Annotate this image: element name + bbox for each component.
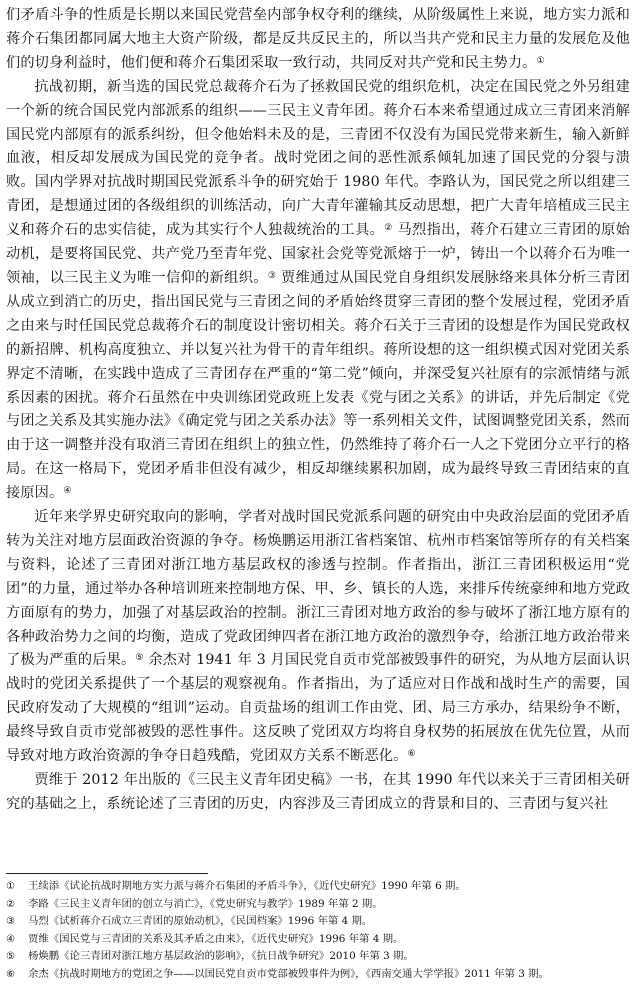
paragraph: [6, 4, 630, 76]
document-body: [6, 4, 630, 817]
footnote: [6, 966, 630, 984]
footnote-text: 杨焕鹏《论三青团对浙江地方基层政治的影响》，《抗日战争研究》2010 年第 3 期。: [28, 950, 414, 963]
footnote: [6, 913, 630, 931]
footnote-text: 贾维《国民党与三青团的关系及其矛盾之由来》，《近代史研究》1996 年第 4 期。: [28, 932, 404, 945]
paragraph: [6, 769, 630, 817]
footnote-text: 马烈《试析蒋介石成立三青团的原始动机》，《民国档案》1996 年第 4 期。: [28, 915, 373, 928]
paragraph: [6, 76, 630, 506]
footnote-text: 王续添《试论抗战时期地方实力派与蒋介石集团的矛盾斗争》，《近代史研究》1990 年第 6 期。: [28, 880, 466, 892]
footnote-reference: ①: [536, 55, 545, 66]
footnote-number: ④: [6, 933, 15, 945]
footnote-divider: [6, 873, 208, 874]
footnote-reference: ④: [63, 486, 72, 497]
paragraph-text: 马烈指出，蒋介石建立三青团的原始动机，是要将国民党、共产党乃至青年党、国家社会党等党派熔于一炉，铸出一个以蒋介石为唯一领袖，以三民主义为唯一信仰的新组织。: [6, 222, 631, 286]
paragraph-text: 贾维通过从国民党自身组织发展脉络来具体分析三青团从成立到消亡的历史，指出国民党与三青团之间的矛盾始终贯穿三青团的整个发展过程，党团矛盾之由来与时任国民党总裁蒋介石的制度设计密切相关。蒋介石关于三青团的设想是作为国民党政权的新招牌、机构高度独立、并以复兴社为骨干的青年组织。蒋所设想的这一组织模式因对党团关系界定不清晰，在实践中造成了三青团存在严重的“第二党”倾向，并深受复兴社原有的宗派情绪与派系因素的困扰。蒋介石虽然在中央训练团党政班上发表《党与团之关系》的讲话，并先后制定《党与团之关系及其实施办法》《确定党与团之关系办法》等一系列相关文件，试图调整党团关系，然而由于这一调整并没有取消三青团在组织上的独立性，仍然维持了蒋介石一人之下党团分立平行的格局。在这一格局下，党团矛盾非但没有减少，相反却继续累积加剧，成为最终导致三青团结束的直接原因。: [6, 269, 631, 502]
footnote-number: ⑤: [6, 951, 15, 963]
paragraph-text: 抗战初期，新当选的国民党总裁蒋介石为了拯救国民党的组织危机，决定在国民党之外另组建一个新的统合国民党内部派系的组织——三民主义青年团。蒋介石本来希望通过成立三青团来消解国民党内部原有的派系纠纷，但令他始料未及的是，三青团不仅没有为国民党带来新生，输入新鲜血液，相反却发展成为国民党的竞争者。战时党团之间的恶性派系倾轧加速了国民党的分裂与溃败。国内学界对抗战时期国民党派系斗争的研究始于 1980 年代。李路认为，国民党之所以组建三青团，是想通过团的各级组织的训练活动，向广大青年灌输其反动思想，把广大青年培植成三民主义和蒋介石的忠实信徒，成为其实行个人独裁统治的工具。: [6, 78, 630, 239]
footnote-reference: ⑥: [407, 749, 416, 760]
paragraph-text: 近年来学界史研究取向的影响，学者对战时国民党派系问题的研究由中央政治层面的党团矛盾转为关注对地方层面政治资源的争夺。杨焕鹏运用浙江省档案馆、杭州市档案馆等所存的有关档案与资料，论述了三青团对浙江地方基层政权的渗透与控制。作者指出，浙江三青团积极运用“党团”的力量，通过举办各种培训班来控制地方保、甲、乡、镇长的人选，来排斥传统豪绅和地方党政方面原有的势力，加强了对基层政治的控制。浙江三青团对地方政治的参与破坏了浙江地方原有的各种政治势力之间的均衡，造成了党政团绅四者在浙江地方政治的激烈争夺，给浙江地方政治带来了极为严重的后果。: [6, 509, 630, 669]
paragraph-text: 们矛盾斗争的性质是长期以来国民党营垒内部争权夺利的继续，从阶级属性上来说，地方实力派和蒋介石集团都同属大地主大资产阶级，都是反共反民主的，所以当共产党和民主力量的发展危及他们的切身利益时，他们便和蒋介石集团采取一致行动，共同反对共产党和民主势力。: [6, 7, 630, 71]
footnote: [6, 878, 630, 896]
paragraph-text: 贾维于 2012 年出版的《三民主义青年团史稿》一书，在其 1990 年代以来关于三青团相关研究的基础之上，系统论述了三青团的历史，内容涉及三青团成立的背景和目的、三青团与复兴社: [6, 772, 630, 812]
footnote-reference: ⑤: [135, 653, 144, 664]
footnote-text: 李路《三民主义青年团的创立与消亡》，《党史研究与教学》1989 年第 2 期。: [28, 897, 383, 910]
footnote-number: ②: [6, 898, 15, 910]
footnote-number: ⑥: [6, 968, 15, 980]
footnote-reference: ②: [384, 223, 393, 234]
footnote: [6, 896, 630, 914]
paragraph: [6, 506, 630, 769]
footnote-number: ①: [6, 881, 15, 892]
footnote-text: 余杰《抗战时期地方的党团之争——以国民党自贡市党部被毁事件为例》，《西南交通大学学报》2011 年第 3 期。: [28, 967, 549, 980]
footnote-list: [6, 878, 630, 984]
footnote-reference: ③: [267, 270, 277, 281]
footnote-number: ③: [6, 916, 15, 928]
footnote: [6, 931, 630, 949]
paragraph-text: 余杰对 1941 年 3 月国民党自贡市党部被毁事件的研究，为从地方层面认识战时的党团关系提供了一个基层的观察视角。作者指出，为了适应对日作战和战时生产的需要，国民政府发动了大规模的“组训”运动。自贡盐场的组训工作由党、团、局三方承办，结果纷争不断，最终导致自贡市党部被毁的恶性事件。这反映了党团双方均将自身权势的拓展放在优先位置，从而导致对地方政治资源的争夺日趋残酷，党团双方关系不断恶化。: [6, 652, 630, 765]
footnote: [6, 948, 630, 966]
